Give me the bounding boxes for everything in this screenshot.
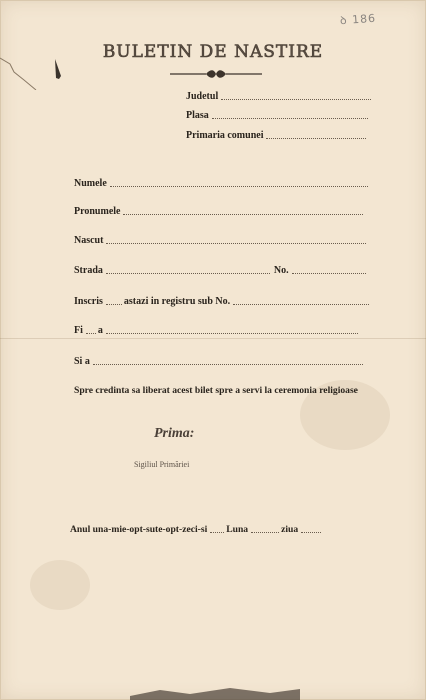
field-nascut bbox=[74, 235, 368, 246]
label-fi: Fi bbox=[74, 325, 83, 336]
label-nascut: Nascut bbox=[74, 235, 104, 246]
pencil-note: ꝺ 186 bbox=[339, 11, 377, 28]
fill-line-pronumele bbox=[123, 213, 363, 215]
fill-line-ziua bbox=[301, 531, 321, 533]
label-inscris-tail: astazi in registru sub No. bbox=[123, 296, 231, 307]
fill-line-primaria bbox=[266, 137, 366, 139]
fill-line-strada bbox=[106, 272, 270, 274]
field-inscris bbox=[74, 296, 371, 307]
document-title: BULETIN DE NASTIRE bbox=[102, 42, 324, 62]
field-judetul bbox=[186, 91, 373, 102]
fill-line-nascut bbox=[106, 242, 366, 244]
paper-stain bbox=[30, 560, 90, 610]
fill-line-fi bbox=[106, 332, 358, 334]
label-plasa: Plasa bbox=[186, 110, 209, 121]
fold-line bbox=[0, 338, 426, 339]
signature-label: Prima: bbox=[154, 426, 195, 441]
fill-line-anul bbox=[210, 531, 224, 533]
label-judetul: Judetul bbox=[186, 91, 219, 102]
fill-line-no bbox=[292, 272, 366, 274]
field-si-a bbox=[74, 356, 365, 367]
label-anul: Anul una-mie-opt-sute-opt-zeci-si bbox=[70, 524, 208, 535]
label-no: No. bbox=[273, 265, 289, 276]
fill-line-numele bbox=[110, 185, 368, 187]
fill-line-plasa bbox=[212, 117, 368, 119]
field-fi bbox=[74, 325, 360, 336]
ornament-divider bbox=[168, 68, 264, 80]
seal-label: Sigiliul Primăriei bbox=[134, 460, 190, 469]
field-date bbox=[70, 524, 323, 535]
field-plasa bbox=[186, 110, 370, 121]
label-pronumele: Pronumele bbox=[74, 206, 121, 217]
label-fi-a: a bbox=[97, 325, 103, 336]
fill-line-registru bbox=[233, 303, 369, 305]
label-strada: Strada bbox=[74, 265, 103, 276]
label-luna: Luna bbox=[226, 524, 249, 535]
bottom-binding-mark bbox=[130, 684, 300, 700]
field-strada bbox=[74, 265, 368, 276]
field-pronumele bbox=[74, 206, 365, 217]
fill-line-judetul bbox=[221, 98, 371, 100]
label-inscris: Inscris bbox=[74, 296, 103, 307]
fill-line-fi-short bbox=[86, 332, 96, 334]
label-numele: Numele bbox=[74, 178, 107, 189]
field-numele bbox=[74, 178, 370, 189]
field-primaria bbox=[186, 130, 368, 141]
fill-line-inscris bbox=[106, 303, 122, 305]
statement-text: Spre credinta sa liberat acest bilet spre a servi la ceremonia religioase bbox=[74, 385, 358, 396]
label-ziua: ziua bbox=[281, 524, 299, 535]
label-si-a: Si a bbox=[74, 356, 90, 367]
label-primaria: Primaria comunei bbox=[186, 130, 264, 141]
fill-line-luna bbox=[251, 531, 279, 533]
fill-line-si-a bbox=[93, 363, 363, 365]
